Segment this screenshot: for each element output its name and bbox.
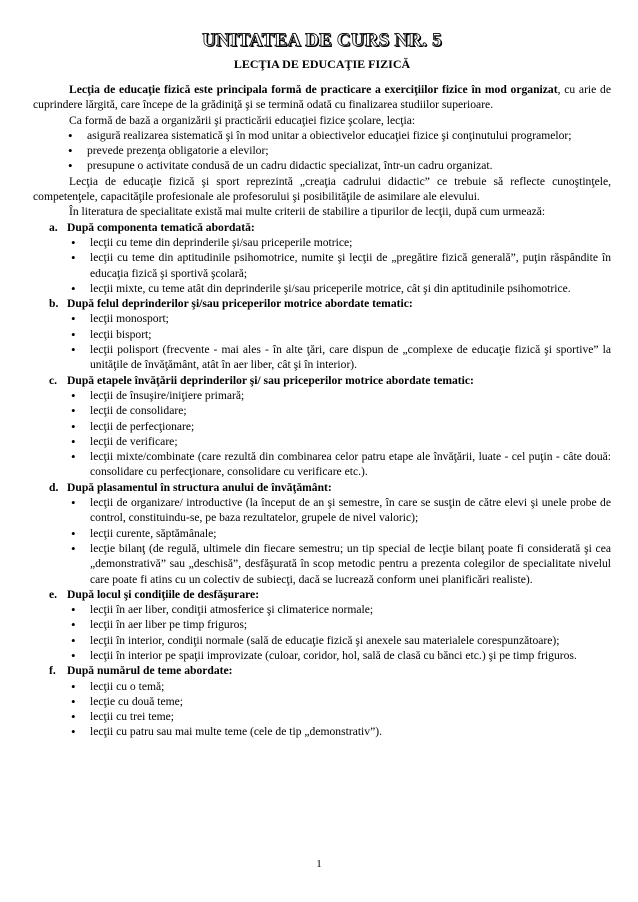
section-title: După componenta tematică abordată: bbox=[67, 220, 255, 234]
section-letter: b. bbox=[49, 297, 59, 311]
list-item: • asigură realizarea sistematică şi în mod unitar a obiectivelor educaţiei fizice şi conţinutului programelor; bbox=[67, 128, 611, 143]
list-item: • prevede prezenţa obligatorie a elevilor; bbox=[67, 143, 611, 158]
section-letter: e. bbox=[49, 587, 58, 601]
section-title: După etapele învăţării deprinderilor şi/ sau priceperilor motrice abordate tematic: bbox=[67, 373, 474, 387]
list-item: • lecţii de verificare; bbox=[70, 434, 611, 449]
list-item: • lecţii în interior, condiţii normale (sală de educaţie fizică şi anexele sau materialele corespunzătoare); bbox=[70, 633, 611, 648]
list-item: • lecţii monosport; bbox=[70, 311, 611, 326]
list-item: • lecţie cu două teme; bbox=[70, 694, 611, 709]
section-title: După plasamentul în structura anului de învăţământ: bbox=[67, 480, 332, 494]
page-content bbox=[33, 30, 611, 740]
section-c bbox=[49, 373, 611, 480]
section-letter: a. bbox=[49, 220, 58, 234]
list-item: • lecţii cu trei teme; bbox=[70, 709, 611, 724]
list-item: • lecţii de organizare/ introductive (la început de an şi semestre, în care se susţin de către elevi şi unele probe de control, constituindu-se, pe baza rezultatelor, grupele de nivel valoric); bbox=[70, 495, 611, 526]
list-item: • lecţii cu teme din deprinderile şi/sau priceperile motrice; bbox=[70, 235, 611, 250]
list-item: • lecţii cu patru sau mai multe teme (cele de tip „demonstrativ”). bbox=[70, 724, 611, 739]
criteria-paragraph: În literatura de specialitate există mai multe criterii de stabilire a tipurilor de lecţii, după cum urmează: bbox=[69, 205, 546, 219]
definition-rest: , cu arie de cuprindere lărgită, care începe de la grădiniţă şi se termină odată cu finalizarea studiilor superioare. bbox=[33, 83, 611, 112]
unit-title: UNITATEA DE CURS NR. 5 bbox=[202, 30, 442, 51]
section-title: După locul şi condiţiile de desfăşurare: bbox=[67, 587, 260, 601]
list-item: • lecţii în interior pe spaţii improvizate (culoar, coridor, hol, sală de clasă cu bănci etc.) şi pe timp friguros. bbox=[70, 648, 611, 663]
lesson-features-list bbox=[33, 128, 611, 174]
section-list bbox=[67, 388, 611, 480]
definition-bold: Lecţia de educaţie fizică este principala formă de practicare a exerciţiilor fizice în mod organizat bbox=[69, 83, 558, 96]
list-item: • lecţii curente, săptămânale; bbox=[70, 526, 611, 541]
section-list bbox=[67, 602, 611, 663]
list-item: • lecţii în aer liber pe timp friguros; bbox=[70, 617, 611, 632]
list-item: • lecţii de perfecţionare; bbox=[70, 419, 611, 434]
lesson-type-sections bbox=[33, 220, 611, 740]
form-paragraph: Ca formă de bază a organizării şi practicării educaţiei fizice şcolare, lecţia: bbox=[69, 113, 416, 127]
list-item: • lecţii mixte, cu teme atât din deprinderile şi/sau priceperile motrice, cât şi din aptitudinile psihomotrice. bbox=[70, 281, 611, 296]
section-e bbox=[49, 587, 611, 663]
section-letter: c. bbox=[49, 373, 58, 387]
section-list bbox=[67, 679, 611, 740]
section-letter: d. bbox=[49, 480, 59, 494]
list-item: • lecţii bisport; bbox=[70, 327, 611, 342]
list-item: • lecţii cu teme din aptitudinile psihomotrice, numite şi lecţii de „pregătire fizică generală”, puţin răspândite în educaţia fizică şi sportivă şcolară; bbox=[70, 250, 611, 281]
section-list bbox=[67, 495, 611, 587]
list-item: • lecţii mixte/combinate (care rezultă din combinarea celor patru etape ale învăţării, luate - cel puţin - câte două: consolidare cu perfecţionare, consolidare cu verificare etc.). bbox=[70, 449, 611, 480]
list-item: • lecţii polisport (frecvente - mai ales - în alte ţări, care dispun de „complexe de educaţie fizică şi sportive” la unităţile de învăţământ, atât în aer liber, cât şi în interior). bbox=[70, 342, 611, 373]
list-item: • presupune o activitate condusă de un cadru didactic specializat, într-un cadru organizat. bbox=[67, 158, 611, 173]
section-title: După felul deprinderilor şi/sau priceperilor motrice abordate tematic: bbox=[67, 297, 413, 311]
list-item: • lecţii în aer liber, condiţii atmosferice şi climaterice normale; bbox=[70, 602, 611, 617]
section-title: După numărul de teme abordate: bbox=[67, 664, 233, 678]
definition-paragraph bbox=[33, 82, 611, 113]
list-item: • lecţie bilanţ (de regulă, ultimele din fiecare semestru; un tip special de lecţie bilanţ poate fi considerată şi cea „demonstrativă” sau „deschisă”, desfăşurată în scop metodic pentru a prezenta colegilor de specialitate nivelul care poate fi atins cu un colectiv de subiecţi, dacă se lucrează conform unei planificări realiste). bbox=[70, 541, 611, 587]
section-f bbox=[49, 663, 611, 739]
section-a bbox=[49, 220, 611, 296]
section-list bbox=[67, 311, 611, 372]
section-d bbox=[49, 480, 611, 587]
list-item: • lecţii cu o temă; bbox=[70, 679, 611, 694]
list-item: • lecţii de însuşire/iniţiere primară; bbox=[70, 388, 611, 403]
lesson-subtitle: LECŢIA DE EDUCAŢIE FIZICĂ bbox=[233, 57, 411, 71]
section-b bbox=[49, 296, 611, 372]
creation-paragraph: Lecţia de educaţie fizică şi sport reprezintă „creaţia cadrului didactic” ce trebuie să reflecte cunoştinţele, competenţele, capacităţile profesionale ale profesorului şi posibilităţile de asimilare ale elevului. bbox=[33, 174, 611, 204]
section-letter: f. bbox=[49, 664, 56, 678]
section-list bbox=[67, 235, 611, 296]
page-number: 1 bbox=[316, 858, 322, 870]
list-item: • lecţii de consolidare; bbox=[70, 403, 611, 418]
